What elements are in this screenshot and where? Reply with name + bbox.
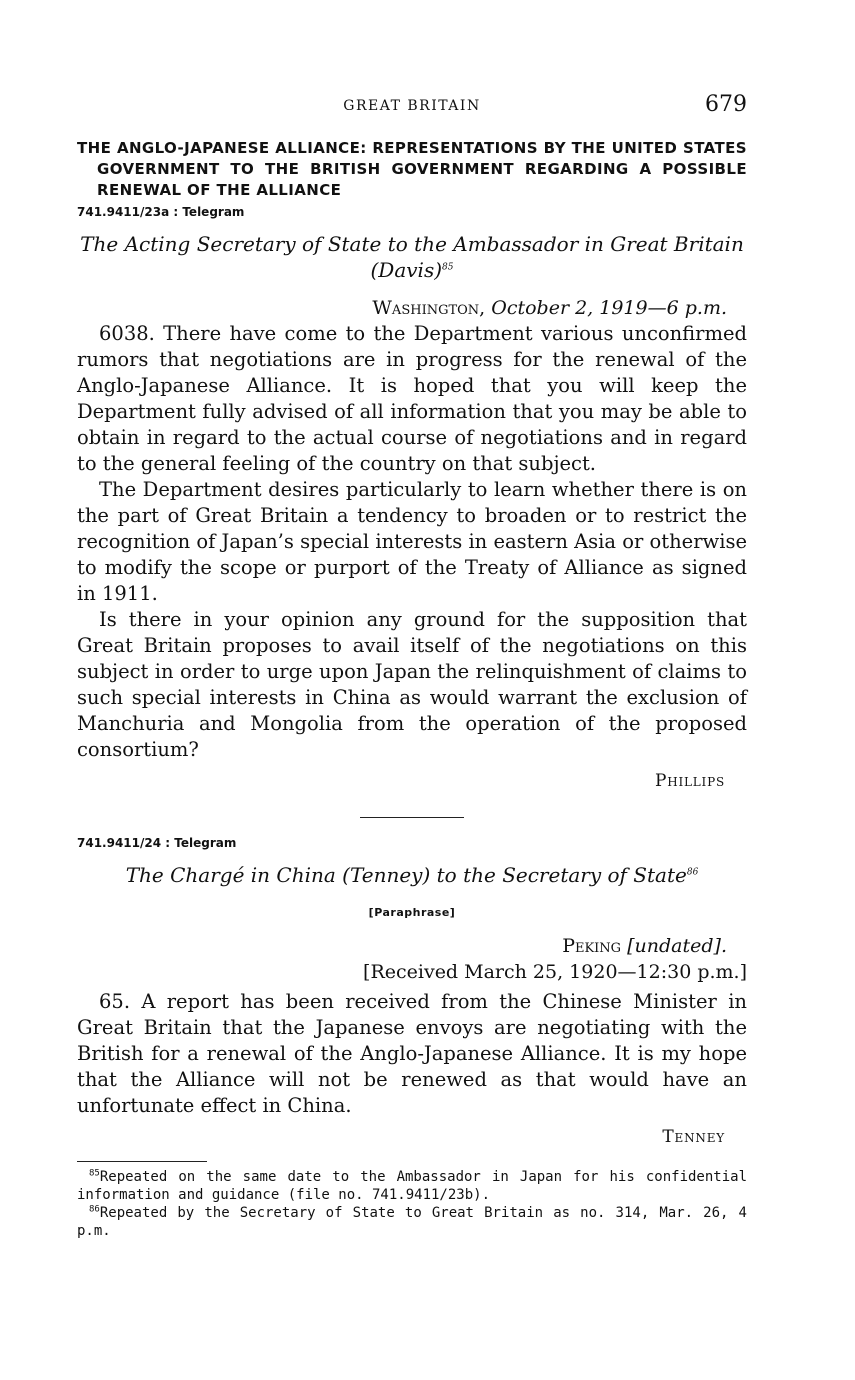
paragraph: The Department desires particularly to learn whether there is on the part of Great Britain a tendency to broaden or to restrict the recognition of Japan’s special interests in eastern Asia or otherwise to modify the scope or purport of the Treaty of Alliance as signed in 1911. — [77, 478, 747, 605]
telegram-body — [77, 989, 747, 1119]
footnote-text: Repeated on the same date to the Ambassador in Japan for his confidential information and guidance (file no. 741.9411/23b). — [77, 1169, 747, 1203]
page-number: 679 — [705, 92, 747, 117]
heading-text: The Acting Secretary of State to the Ambassador in Great Britain (Davis) — [80, 232, 744, 282]
running-header — [77, 90, 747, 124]
file-reference: 741.9411/23a : Telegram — [77, 205, 245, 219]
telegram-body — [77, 321, 747, 763]
received-stamp: [Received March 25, 1920—12:30 p.m.] — [363, 961, 747, 983]
running-title: GREAT BRITAIN — [343, 98, 481, 114]
footnote-marker: 85 — [442, 262, 454, 273]
footnote-marker: 86 — [686, 867, 699, 878]
footnotes — [77, 1168, 747, 1240]
section-title: THE ANGLO-JAPANESE ALLIANCE: REPRESENTATIONS BY THE UNITED STATES GOVERNMENT TO THE BRITISH GOVERNMENT REGARDING A POSSIBLE RENEWAL OF THE ALLIANCE — [77, 139, 747, 199]
file-reference: 741.9411/24 : Telegram — [77, 836, 237, 850]
document-page — [77, 90, 747, 1240]
dateline-date: [undated]. — [627, 935, 727, 957]
footnote — [77, 1204, 747, 1240]
footnote-number: 85 — [89, 1168, 100, 1179]
document-heading — [77, 231, 747, 283]
dateline — [77, 933, 747, 985]
signature: Phillips — [654, 771, 725, 791]
dateline: Washington, October 2, 1919—6 p.m. — [372, 297, 727, 319]
section-divider — [360, 817, 464, 818]
footnote-rule — [77, 1161, 207, 1162]
signature: Tenney — [662, 1127, 725, 1147]
paragraph: 6038. There have come to the Department various unconfirmed rumors that negotiations are in progress for the renewal of the Anglo-Japanese Alliance. It is hoped that you will keep the Department fully advised of all information that you may be able to obtain in regard to the actual course of negotiations and in regard to the general feeling of the country on that subject. — [77, 322, 747, 475]
dateline-date: October 2, 1919—6 p.m. — [491, 297, 727, 319]
paragraph: 65. A report has been received from the Chinese Minister in Great Britain that the Japanese envoys are negotiating with the British for a renewal of the Anglo-Japanese Alliance. It is my hope that the Alliance will not be renewed as that would have an unfortunate effect in China. — [77, 990, 747, 1117]
dateline-place: Peking — [562, 935, 622, 957]
dateline-place: Washington — [372, 297, 480, 319]
footnote — [77, 1168, 747, 1204]
paragraph: Is there in your opinion any ground for the supposition that Great Britain proposes to avail itself of the negotiations on this subject in order to urge upon Japan the relinquishment of claims to such special interests in China as would warrant the exclusion of Manchuria and Mongolia from the operation of the proposed consortium? — [77, 608, 747, 761]
footnote-text: Repeated by the Secretary of State to Great Britain as no. 314, Mar. 26, 4 p.m. — [77, 1205, 747, 1239]
footnote-number: 86 — [89, 1204, 100, 1215]
paraphrase-note: [Paraphrase] — [368, 906, 456, 919]
heading-text: The Chargé in China (Tenney) to the Secretary of State — [125, 863, 687, 887]
document-heading — [77, 862, 747, 888]
